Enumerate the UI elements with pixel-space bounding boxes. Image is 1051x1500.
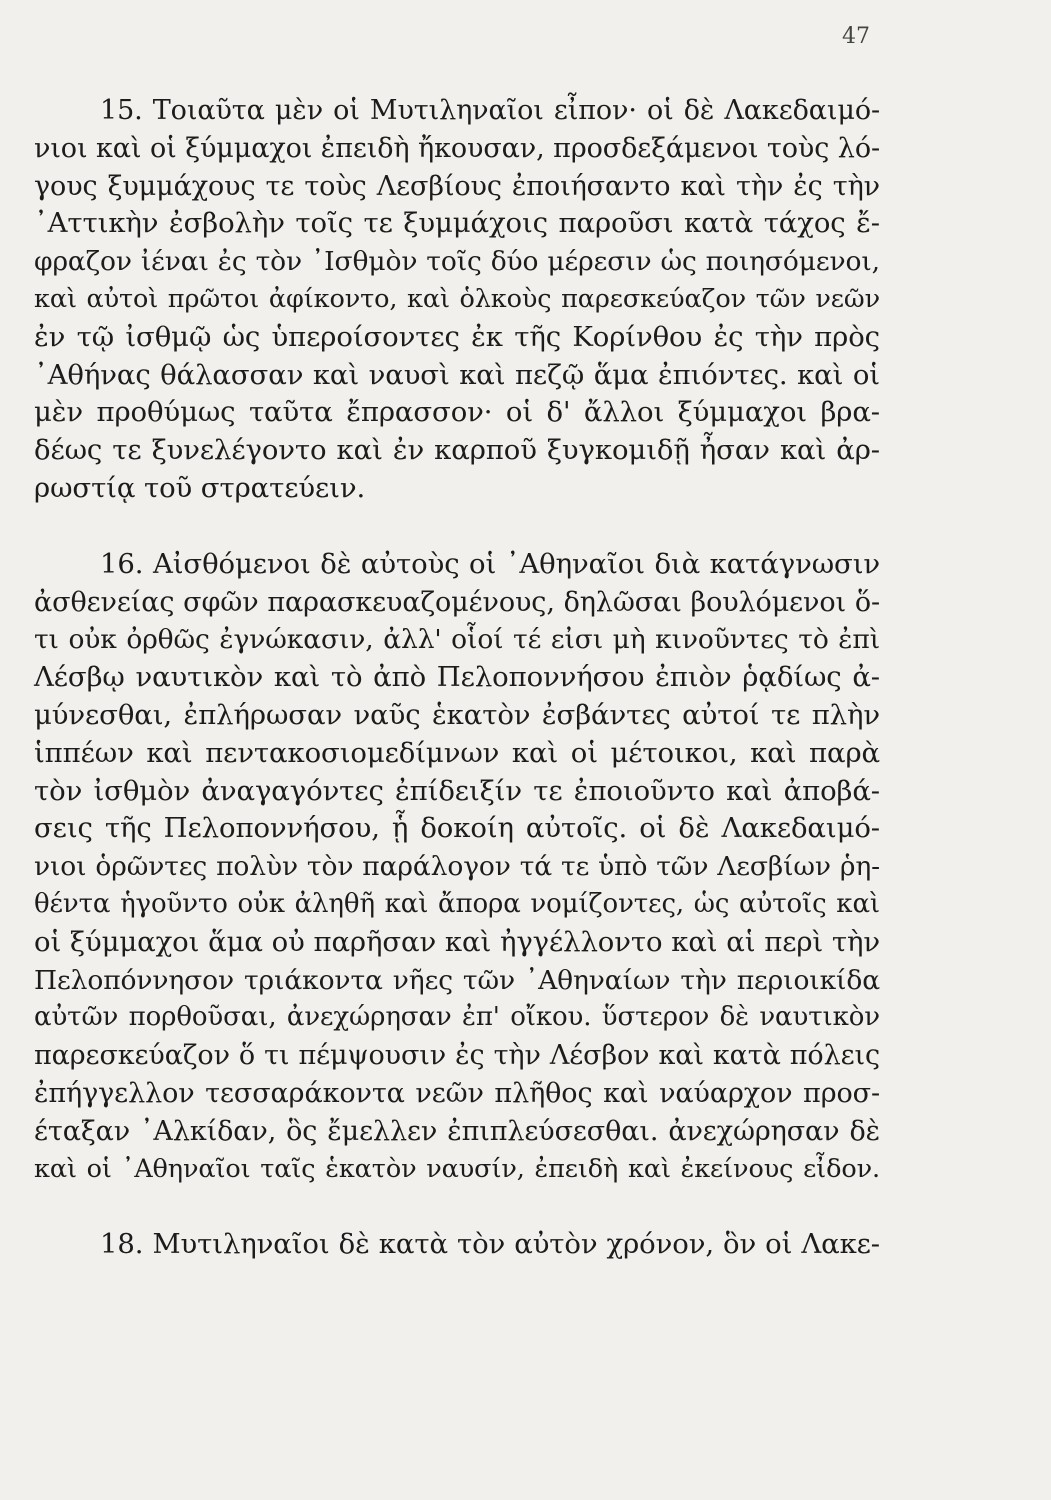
text-line: ᾿Αθήνας θάλασσαν καὶ ναυσὶ καὶ πεζῷ ἅμα ἐπιόντες. καὶ οἱ (34, 358, 880, 391)
paragraph-gap (34, 508, 880, 546)
text-line: 18. Μυτιληναῖοι δὲ κατὰ τὸν αὐτὸν χρόνον, ὃν οἱ Λακε- (100, 1228, 880, 1261)
text-line: σεις τῆς Πελοποννήσου, ᾗ δοκοίη αὐτοῖς. οἱ δὲ Λακεδαιμό- (34, 812, 880, 845)
text-line: φραζον ἰέναι ἐς τὸν ᾿Ισθμὸν τοῖς δύο μέρεσιν ὡς ποιησόμενοι, (34, 246, 880, 278)
text-line: Λέσβῳ ναυτικὸν καὶ τὸ ἀπὸ Πελοποννήσου ἐπιὸν ῥᾳδίως ἀ- (34, 661, 880, 694)
text-line: θέντα ἡγοῦντο οὐκ ἀληθῆ καὶ ἄπορα νομίζοντες, ὡς αὐτοῖς καὶ (34, 888, 880, 919)
text-line: Πελοπόννησον τριάκοντα νῆες τῶν ᾿Αθηναίων τὴν περιοικίδα (34, 964, 880, 996)
text-line: παρεσκεύαζον ὅ τι πέμψουσιν ἐς τὴν Λέσβον καὶ κατὰ πόλεις (34, 1040, 880, 1072)
section-18 (34, 1226, 880, 1264)
text-line: τι οὐκ ὀρθῶς ἐγνώκασιν, ἀλλ' οἷοί τέ εἰσι μὴ κινοῦντες τὸ ἐπὶ (34, 624, 880, 656)
section-16 (34, 546, 880, 1189)
page-text (34, 92, 880, 1264)
text-line: καὶ οἱ ᾿Αθηναῖοι ταῖς ἑκατὸν ναυσίν, ἐπειδὴ καὶ ἐκείνους εἶδον. (34, 1153, 880, 1184)
text-line: μύνεσθαι, ἐπλήρωσαν ναῦς ἑκατὸν ἐσβάντες αὐτοί τε πλὴν (34, 698, 880, 731)
text-line: αὐτῶν πορθοῦσαι, ἀνεχώρησαν ἐπ' οἴκου. ὕστερον δὲ ναυτικὸν (34, 1002, 880, 1033)
text-line: τὸν ἰσθμὸν ἀναγαγόντες ἐπίδειξίν τε ἐποιοῦντο καὶ ἀποβά- (34, 774, 880, 807)
text-line: 16. Αἰσθόμενοι δὲ αὐτοὺς οἱ ᾿Αθηναῖοι διὰ κατάγνωσιν (100, 547, 880, 580)
text-line: ἀσθενείας σφῶν παρασκευαζομένους, δηλῶσαι βουλόμενοι ὅ- (34, 586, 880, 618)
text-line: καὶ αὐτοὶ πρῶτοι ἀφίκοντο, καὶ ὁλκοὺς παρεσκεύαζον τῶν νεῶν (34, 283, 880, 314)
page-number: 47 (842, 24, 870, 49)
text-line: ᾿Αττικὴν ἐσβολὴν τοῖς τε ξυμμάχοις παροῦσι κατὰ τάχος ἔ- (34, 207, 880, 240)
text-line: μὲν προθύμως ταῦτα ἔπρασσον· οἱ δ' ἄλλοι ξύμμαχοι βρα- (34, 396, 880, 429)
text-line: νιοι καὶ οἱ ξύμμαχοι ἐπειδὴ ἤκουσαν, προσδεξάμενοι τοὺς λό- (34, 132, 880, 164)
text-line: γους ξυμμάχους τε τοὺς Λεσβίους ἐποιήσαντο καὶ τὴν ἐς τὴν (34, 170, 880, 202)
text-line: ἐπήγγελλον τεσσαράκοντα νεῶν πλῆθος καὶ ναύαρχον προσ- (34, 1077, 880, 1109)
text-line: ἱππέων καὶ πεντακοσιομεδίμνων καὶ οἱ μέτοικοι, καὶ παρὰ (34, 736, 880, 769)
text-line: 15. Τοιαῦτα μὲν οἱ Μυτιληναῖοι εἶπον· οἱ δὲ Λακεδαιμό- (100, 95, 880, 126)
text-line: δέως τε ξυνελέγοντο καὶ ἐν καρποῦ ξυγκομιδῇ ἦσαν καὶ ἀρ- (34, 434, 880, 467)
text-line: νιοι ὁρῶντες πολὺν τὸν παράλογον τά τε ὑπὸ τῶν Λεσβίων ῥη- (34, 851, 880, 883)
text-line: ἐν τῷ ἰσθμῷ ὡς ὑπεροίσοντες ἐκ τῆς Κορίνθου ἐς τὴν πρὸς (34, 320, 880, 353)
section-15 (34, 92, 880, 508)
paragraph-gap (34, 1188, 880, 1226)
text-line: ρωστίᾳ τοῦ στρατεύειν. (34, 471, 366, 504)
text-line: οἱ ξύμμαχοι ἅμα οὐ παρῆσαν καὶ ἠγγέλλοντο καὶ αἱ περὶ τὴν (34, 925, 880, 958)
text-line: έταξαν ᾿Αλκίδαν, ὃς ἔμελλεν ἐπιπλεύσεσθαι. ἀνεχώρησαν δὲ (34, 1115, 880, 1147)
